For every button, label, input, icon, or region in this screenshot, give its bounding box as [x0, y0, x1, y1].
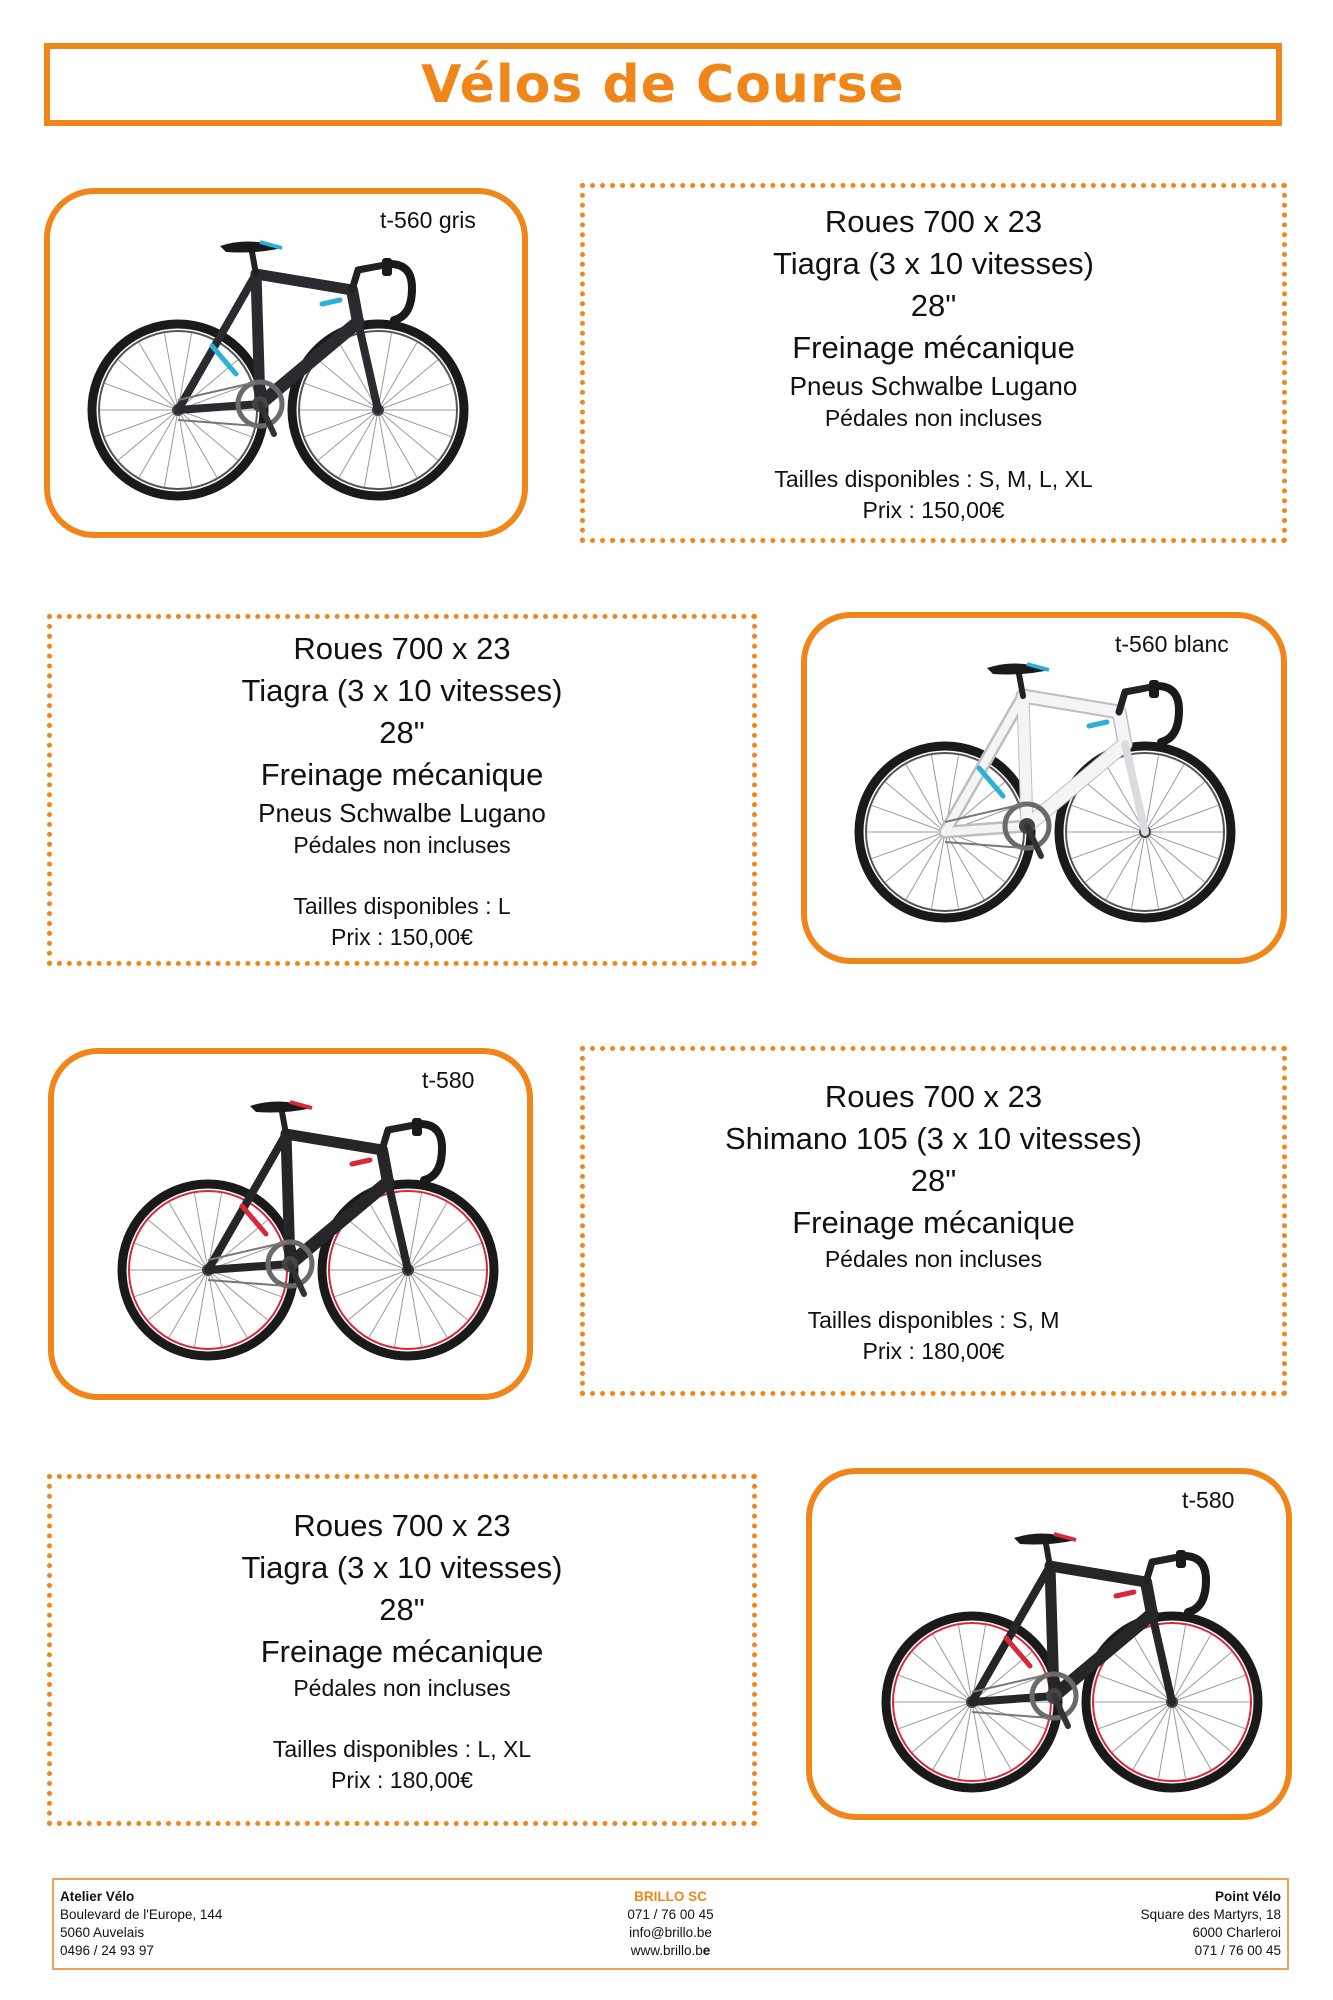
bicycle-icon	[50, 194, 528, 538]
spec-sizes: Tailles disponibles : S, M, L, XL	[774, 465, 1093, 492]
footer	[52, 1878, 1289, 1970]
shop-name: Atelier Vélo	[60, 1889, 135, 1904]
bicycle-icon	[812, 1474, 1292, 1820]
spec-wheels: Roues 700 x 23	[293, 630, 511, 666]
spec-price: Prix : 150,00€	[862, 496, 1005, 523]
spec-tyres: Pneus Schwalbe Lugano	[258, 797, 546, 828]
spec-pedals: Pédales non incluses	[293, 831, 511, 858]
spec-groupset: Tiagra (3 x 10 vitesses)	[241, 1549, 563, 1585]
bike-caption: t-560 gris	[380, 207, 476, 233]
bike-specs-2	[47, 614, 757, 966]
spec-price: Prix : 180,00€	[331, 1766, 473, 1793]
bike-specs-4	[47, 1474, 757, 1826]
bike-specs-1	[580, 183, 1287, 543]
website-end: e	[702, 1943, 711, 1958]
bike-photo-2	[801, 612, 1287, 964]
spec-brakes: Freinage mécanique	[792, 329, 1075, 365]
spec-pedals: Pédales non incluses	[824, 404, 1043, 431]
spec-brakes: Freinage mécanique	[792, 1204, 1075, 1240]
spec-tyres: Pneus Schwalbe Lugano	[789, 370, 1078, 401]
bike-caption: t-560 blanc	[1115, 631, 1229, 657]
title-banner	[44, 43, 1282, 126]
spec-brakes: Freinage mécanique	[260, 756, 544, 792]
bike-photo-4	[806, 1468, 1292, 1820]
spec-groupset: Shimano 105 (3 x 10 vitesses)	[725, 1120, 1142, 1156]
bike-caption: t-580	[422, 1067, 475, 1093]
spec-sizes: Tailles disponibles : L, XL	[272, 1735, 532, 1762]
spec-wheels: Roues 700 x 23	[293, 1507, 511, 1543]
page-title: Vélos de Course	[421, 54, 905, 115]
spec-price: Prix : 180,00€	[862, 1337, 1005, 1364]
shop-street: Square des Martyrs, 18	[1140, 1907, 1281, 1922]
bike-photo-1	[44, 188, 528, 538]
spec-brakes: Freinage mécanique	[260, 1633, 544, 1669]
company-name: BRILLO SC	[634, 1889, 707, 1904]
footer-right-address	[1141, 1888, 1281, 1960]
spec-size: 28"	[379, 1591, 425, 1627]
spec-groupset: Tiagra (3 x 10 vitesses)	[772, 245, 1095, 281]
company-website[interactable]	[54, 1942, 1287, 1960]
spec-groupset: Tiagra (3 x 10 vitesses)	[241, 672, 563, 708]
company-email[interactable]: info@brillo.be	[629, 1925, 712, 1940]
shop-name: Point Vélo	[1214, 1889, 1281, 1904]
bike-caption: t-580	[1182, 1487, 1235, 1513]
shop-city: 5060 Auvelais	[60, 1925, 145, 1940]
spec-wheels: Roues 700 x 23	[824, 203, 1043, 239]
spec-pedals: Pédales non incluses	[824, 1245, 1043, 1272]
shop-phone: 0496 / 24 93 97	[60, 1943, 154, 1958]
spec-wheels: Roues 700 x 23	[824, 1078, 1043, 1114]
shop-phone: 071 / 76 00 45	[1194, 1943, 1281, 1958]
spec-size: 28"	[910, 1162, 957, 1198]
spec-sizes: Tailles disponibles : S, M	[807, 1306, 1060, 1333]
spec-price: Prix : 150,00€	[331, 923, 473, 950]
company-phone: 071 / 76 00 45	[627, 1907, 714, 1922]
spec-sizes: Tailles disponibles : L	[293, 892, 511, 919]
spec-size: 28"	[910, 287, 957, 323]
bicycle-icon	[54, 1054, 533, 1400]
bicycle-icon	[807, 618, 1287, 964]
bike-specs-3	[580, 1046, 1287, 1396]
shop-street: Boulevard de l'Europe, 144	[60, 1907, 223, 1922]
footer-center-contact	[54, 1888, 1287, 1960]
website-main: www.brillo.b	[630, 1943, 703, 1958]
spec-pedals: Pédales non incluses	[293, 1674, 511, 1701]
shop-city: 6000 Charleroi	[1192, 1925, 1281, 1940]
bike-photo-3	[48, 1048, 533, 1400]
spec-size: 28"	[379, 714, 425, 750]
